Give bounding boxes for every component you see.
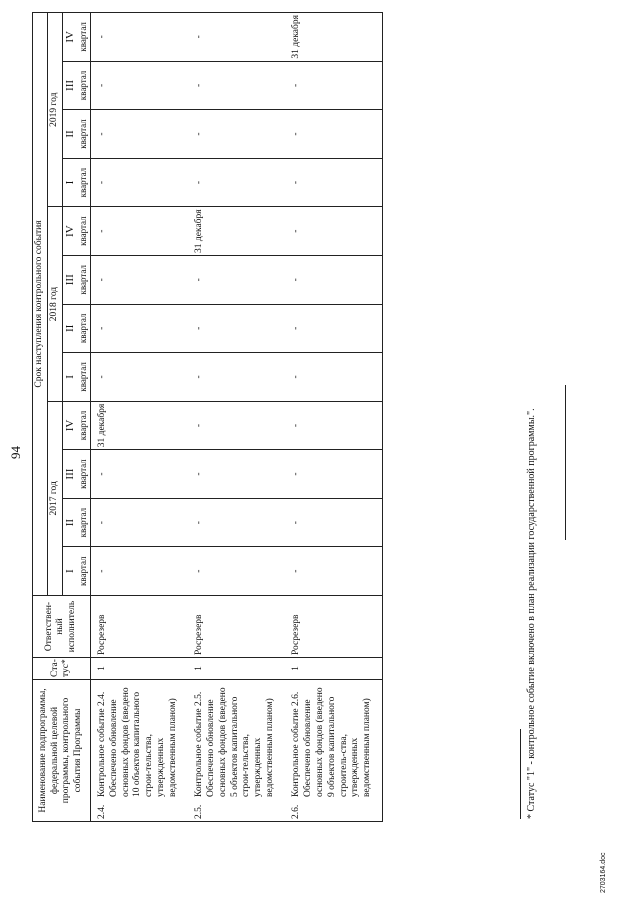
col-header-name: Наименование подпрограммы, федеральной целевой программы, контрольного события Программы bbox=[33, 680, 91, 822]
file-id: 2703164.doc bbox=[600, 852, 607, 893]
col-header-status: Ста-тус* bbox=[33, 658, 91, 680]
quarter-word: квартал bbox=[77, 167, 88, 198]
deadline-cell: - bbox=[90, 450, 188, 499]
table-body bbox=[90, 13, 382, 822]
deadline-cell: - bbox=[285, 401, 383, 450]
deadline-cell: - bbox=[188, 401, 285, 450]
quarter-word: квартал bbox=[77, 265, 88, 295]
quarter-number: II bbox=[63, 324, 76, 332]
deadline-cell: - bbox=[285, 450, 383, 499]
event-index: 2.6. bbox=[291, 804, 301, 819]
deadline-cell: 31 декабря bbox=[90, 401, 188, 450]
deadline-cell: - bbox=[188, 110, 285, 159]
footnote: * Статус "1" - контрольное событие включено в план реализации государственной программы.". bbox=[526, 408, 537, 819]
deadline-cell: - bbox=[90, 498, 188, 547]
quarter-header bbox=[62, 61, 90, 110]
table-row bbox=[188, 13, 285, 822]
deadline-cell: - bbox=[285, 304, 383, 353]
event-index: 2.5. bbox=[193, 804, 204, 819]
quarter-number: I bbox=[63, 569, 76, 574]
deadline-cell: - bbox=[285, 498, 383, 547]
deadline-cell: - bbox=[90, 547, 188, 596]
quarter-number: II bbox=[63, 130, 76, 138]
executor-cell: Росрезерв bbox=[285, 596, 383, 658]
deadline-cell: - bbox=[188, 498, 285, 547]
quarter-number: IV bbox=[63, 419, 76, 432]
quarter-word: квартал bbox=[77, 556, 88, 586]
quarter-word: квартал bbox=[77, 362, 88, 392]
deadline-cell: - bbox=[90, 353, 188, 402]
quarter-header bbox=[62, 207, 90, 256]
deadline-cell: - bbox=[285, 207, 383, 256]
quarter-word: квартал bbox=[77, 22, 88, 52]
table-row bbox=[285, 13, 383, 822]
deadline-cell: - bbox=[90, 207, 188, 256]
quarter-header bbox=[62, 158, 90, 207]
quarter-header bbox=[62, 255, 90, 304]
deadline-cell: - bbox=[188, 61, 285, 110]
quarter-word: квартал bbox=[77, 313, 88, 344]
quarter-number: I bbox=[63, 375, 76, 379]
quarter-word: квартал bbox=[77, 216, 88, 246]
quarter-header bbox=[62, 547, 90, 596]
control-events-table bbox=[32, 12, 383, 822]
deadline-cell: - bbox=[188, 547, 285, 596]
deadline-cell: - bbox=[188, 450, 285, 499]
event-name: Контрольное событие 2.6. Обеспечено обновление основных фондов (введено 9 объектов капитального строитель-ства, утвержденных ведомственным планом) bbox=[291, 687, 373, 797]
event-index: 2.4. bbox=[96, 804, 107, 819]
table-row bbox=[90, 13, 188, 822]
col-header-deadline: Срок наступления контрольного события bbox=[33, 13, 48, 596]
deadline-cell: - bbox=[90, 255, 188, 304]
deadline-cell: - bbox=[90, 13, 188, 62]
deadline-cell: - bbox=[188, 353, 285, 402]
quarter-number: I bbox=[63, 180, 76, 185]
quarter-header bbox=[62, 353, 90, 402]
event-name: Контрольное событие 2.4. Обеспечено обновление основных фондов (введено 10 объектов капитального строи-тельства, утвержденных ведомственным планом) bbox=[96, 687, 178, 797]
deadline-cell: - bbox=[285, 255, 383, 304]
quarter-number: IV bbox=[63, 31, 76, 43]
page-number: 94 bbox=[8, 446, 23, 459]
status-cell: 1 bbox=[90, 658, 188, 680]
event-name-cell bbox=[188, 680, 285, 822]
quarter-header bbox=[62, 450, 90, 499]
quarter-word: квартал bbox=[77, 119, 88, 149]
col-header-executor: Ответствен-ный исполнитель bbox=[33, 596, 91, 658]
deadline-cell: 31 декабря bbox=[188, 207, 285, 256]
quarter-word: квартал bbox=[77, 70, 88, 101]
deadline-cell: - bbox=[285, 158, 383, 207]
deadline-cell: - bbox=[285, 110, 383, 159]
executor-cell: Росрезерв bbox=[90, 596, 188, 658]
quarter-number: II bbox=[63, 518, 76, 527]
deadline-cell: - bbox=[188, 13, 285, 62]
quarter-number: III bbox=[63, 79, 76, 91]
deadline-cell: - bbox=[90, 110, 188, 159]
deadline-cell: - bbox=[188, 304, 285, 353]
deadline-cell: 31 декабря bbox=[285, 13, 383, 62]
quarter-header bbox=[62, 401, 90, 450]
quarter-header bbox=[62, 110, 90, 159]
deadline-cell: - bbox=[188, 255, 285, 304]
deadline-cell: - bbox=[285, 547, 383, 596]
quarter-number: IV bbox=[63, 225, 76, 237]
event-name-cell bbox=[285, 680, 383, 822]
deadline-cell: - bbox=[90, 304, 188, 353]
year-header: 2018 год bbox=[47, 207, 62, 401]
deadline-cell: - bbox=[90, 158, 188, 207]
executor-cell: Росрезерв bbox=[188, 596, 285, 658]
quarter-word: квартал bbox=[77, 507, 88, 538]
deadline-cell: - bbox=[285, 61, 383, 110]
deadline-cell: - bbox=[188, 158, 285, 207]
closing-rule bbox=[565, 385, 566, 540]
deadline-cell: - bbox=[285, 353, 383, 402]
quarter-number: III bbox=[63, 468, 76, 480]
quarter-word: квартал bbox=[77, 410, 88, 441]
deadline-cell: - bbox=[90, 61, 188, 110]
quarter-number: III bbox=[63, 274, 76, 286]
quarter-header bbox=[62, 304, 90, 353]
quarter-word: квартал bbox=[77, 459, 88, 489]
footnote-separator bbox=[520, 729, 521, 819]
status-cell: 1 bbox=[188, 658, 285, 680]
status-cell: 1 bbox=[285, 658, 383, 680]
quarter-header bbox=[62, 13, 90, 62]
year-header: 2017 год bbox=[47, 401, 62, 595]
quarter-header bbox=[62, 498, 90, 547]
event-name: Контрольное событие 2.5. Обеспечено обновление основных фондов (введено 5 объектов капитального строи-тельства, утвержденных ведомственным планом) bbox=[193, 687, 276, 797]
year-header: 2019 год bbox=[47, 13, 62, 207]
event-name-cell bbox=[90, 680, 188, 822]
